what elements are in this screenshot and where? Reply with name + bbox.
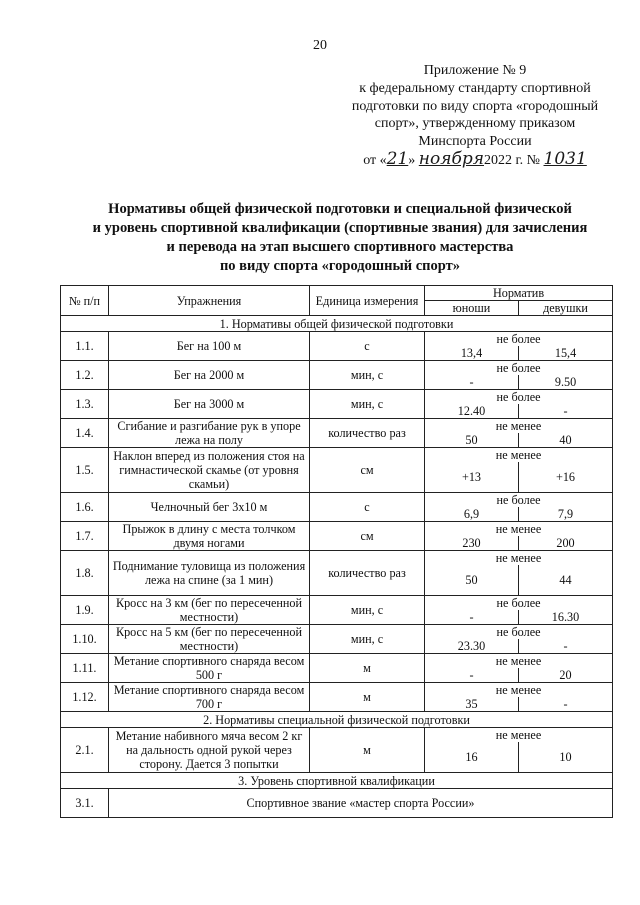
row-num: 1.10. bbox=[61, 625, 109, 654]
row-exercise: Бег на 100 м bbox=[109, 332, 310, 361]
row-exercise: Бег на 2000 м bbox=[109, 361, 310, 390]
row-boys: 6,9 bbox=[425, 507, 519, 522]
row-girls: 7,9 bbox=[519, 507, 613, 522]
order-number: 1031 bbox=[543, 148, 587, 169]
row-boys: +13 bbox=[425, 462, 519, 493]
row-condition: не менее bbox=[425, 522, 613, 537]
row-condition: не более bbox=[425, 390, 613, 405]
row-condition: не менее bbox=[425, 551, 613, 566]
row-num: 1.11. bbox=[61, 654, 109, 683]
row-exercise: Прыжок в длину с места толчком двумя ногами bbox=[109, 522, 310, 551]
row-boys: 50 bbox=[425, 433, 519, 448]
document-title bbox=[60, 200, 620, 276]
order-year: 2022 г. № bbox=[483, 152, 541, 168]
appendix-line: Минспорта России bbox=[418, 134, 532, 150]
row-num: 1.3. bbox=[61, 390, 109, 419]
row-girls: 44 bbox=[519, 565, 613, 596]
row-unit: см bbox=[310, 522, 425, 551]
row-num: 1.1. bbox=[61, 332, 109, 361]
row-num: 1.12. bbox=[61, 683, 109, 712]
row-exercise: Метание спортивного снаряда весом 500 г bbox=[109, 654, 310, 683]
row-condition: не более bbox=[425, 596, 613, 611]
row-condition: не менее bbox=[425, 448, 613, 463]
row-girls: 9.50 bbox=[519, 375, 613, 390]
row-exercise: Кросс на 3 км (бег по пересеченной местности) bbox=[109, 596, 310, 625]
row-boys: - bbox=[425, 375, 519, 390]
row-girls: 10 bbox=[519, 742, 613, 773]
row-num: 1.9. bbox=[61, 596, 109, 625]
row-exercise: Метание набивного мяча весом 2 кг на дальность одной рукой через сторону. Дается 3 попытки bbox=[109, 728, 310, 773]
row-condition: не менее bbox=[425, 654, 613, 669]
order-mid: » bbox=[408, 152, 416, 168]
row-condition: не более bbox=[425, 332, 613, 347]
row-condition: не более bbox=[425, 361, 613, 376]
row-condition: не менее bbox=[425, 728, 613, 743]
row-condition: не более bbox=[425, 625, 613, 640]
row-unit: количество раз bbox=[310, 551, 425, 596]
row-exercise: Челночный бег 3х10 м bbox=[109, 493, 310, 522]
row-girls: - bbox=[519, 404, 613, 419]
order-day: 21 bbox=[386, 148, 409, 169]
row-num: 1.8. bbox=[61, 551, 109, 596]
header-girls: девушки bbox=[519, 301, 613, 316]
row-girls: 15,4 bbox=[519, 346, 613, 361]
row-unit: с bbox=[310, 332, 425, 361]
row-girls: 20 bbox=[519, 668, 613, 683]
appendix-header bbox=[340, 62, 610, 170]
row-boys: - bbox=[425, 610, 519, 625]
row-unit: мин, с bbox=[310, 625, 425, 654]
row-exercise: Кросс на 5 км (бег по пересеченной местности) bbox=[109, 625, 310, 654]
row-unit: м bbox=[310, 683, 425, 712]
row-girls: 16.30 bbox=[519, 610, 613, 625]
section-title: 2. Нормативы специальной физической подготовки bbox=[61, 712, 613, 728]
row-exercise: Метание спортивного снаряда весом 700 г bbox=[109, 683, 310, 712]
row-boys: 230 bbox=[425, 536, 519, 551]
row-unit: с bbox=[310, 493, 425, 522]
order-line bbox=[340, 148, 610, 170]
row-condition: не менее bbox=[425, 419, 613, 434]
title-line: и перевода на этап высшего спортивного мастерства bbox=[166, 239, 514, 255]
row-num: 1.2. bbox=[61, 361, 109, 390]
appendix-line: к федеральному стандарту спортивной bbox=[359, 80, 591, 96]
row-exercise: Сгибание и разгибание рук в упоре лежа на полу bbox=[109, 419, 310, 448]
row-exercise: Поднимание туловища из положения лежа на спине (за 1 мин) bbox=[109, 551, 310, 596]
title-line: Нормативы общей физической подготовки и специальной физической bbox=[108, 201, 572, 217]
row-boys: 16 bbox=[425, 742, 519, 773]
section-title: 1. Нормативы общей физической подготовки bbox=[61, 316, 613, 332]
header-exercise: Упражнения bbox=[109, 286, 310, 316]
row-boys: 50 bbox=[425, 565, 519, 596]
row-unit: мин, с bbox=[310, 361, 425, 390]
norms-table bbox=[60, 285, 613, 818]
row-girls: - bbox=[519, 639, 613, 654]
row-unit: мин, с bbox=[310, 596, 425, 625]
section-title: 3. Уровень спортивной квалификации bbox=[61, 773, 613, 789]
row-girls: 200 bbox=[519, 536, 613, 551]
header-num: № п/п bbox=[61, 286, 109, 316]
order-prefix: от « bbox=[363, 152, 387, 168]
row-condition: не менее bbox=[425, 683, 613, 698]
row-unit: м bbox=[310, 654, 425, 683]
row-boys: 23.30 bbox=[425, 639, 519, 654]
header-unit: Единица измерения bbox=[310, 286, 425, 316]
appendix-line: Приложение № 9 bbox=[423, 63, 527, 78]
row-boys: 12.40 bbox=[425, 404, 519, 419]
row-num: 1.6. bbox=[61, 493, 109, 522]
row-boys: - bbox=[425, 668, 519, 683]
appendix-line: подготовки по виду спорта «городошный bbox=[351, 98, 599, 114]
header-norm: Норматив bbox=[425, 286, 613, 301]
row-condition: не более bbox=[425, 493, 613, 508]
row-unit: см bbox=[310, 448, 425, 493]
row-girls: - bbox=[519, 697, 613, 712]
row-exercise: Наклон вперед из положения стоя на гимнастической скамье (от уровня скамьи) bbox=[109, 448, 310, 493]
row-exercise: Бег на 3000 м bbox=[109, 390, 310, 419]
row-num: 3.1. bbox=[61, 789, 109, 818]
row-num: 1.5. bbox=[61, 448, 109, 493]
row-num: 1.4. bbox=[61, 419, 109, 448]
row-boys: 13,4 bbox=[425, 346, 519, 361]
row-girls: 40 bbox=[519, 433, 613, 448]
appendix-line: спорт», утвержденному приказом bbox=[374, 116, 576, 132]
qualification-text: Спортивное звание «мастер спорта России» bbox=[109, 789, 613, 818]
header-boys: юноши bbox=[425, 301, 519, 316]
title-line: и уровень спортивной квалификации (спортивные звания) для зачисления bbox=[92, 220, 588, 236]
row-num: 1.7. bbox=[61, 522, 109, 551]
row-unit: количество раз bbox=[310, 419, 425, 448]
row-unit: мин, с bbox=[310, 390, 425, 419]
row-girls: +16 bbox=[519, 462, 613, 493]
row-boys: 35 bbox=[425, 697, 519, 712]
row-unit: м bbox=[310, 728, 425, 773]
page-number: 20 bbox=[313, 38, 327, 53]
row-num: 2.1. bbox=[61, 728, 109, 773]
title-line: по виду спорта «городошный спорт» bbox=[219, 258, 461, 274]
order-month: ноября bbox=[418, 148, 484, 169]
